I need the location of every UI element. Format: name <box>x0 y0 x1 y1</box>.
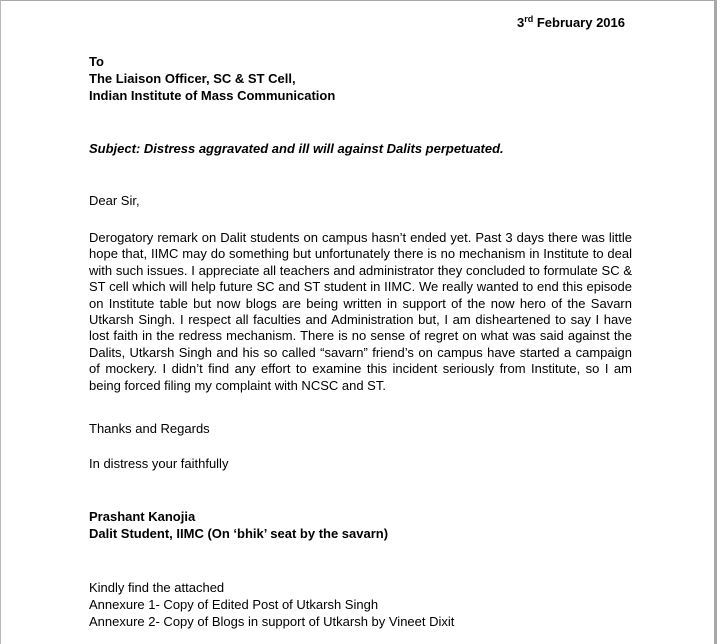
date-suffix: rd <box>524 14 534 24</box>
signer-name: Prashant Kanojia <box>89 509 196 524</box>
recipient-address <box>89 53 632 104</box>
date-day: 3 <box>516 15 525 30</box>
letter-body: Derogatory remark on Dalit students on campus hasn’t ended yet. Past 3 days there was little hope that, IIMC may do something but unfortunately there is no mechanism in Institute to deal with such issues. I appreciate all teachers and administrator they concluded to formulate SC & ST cell which will help future SC and ST student in IIMC. We really wanted to end this episode on Institute table but now blogs are being written in support of the now hero of the Savarn Utkarsh Singh. I respect all faculties and Administration but, I am disheartened to say I have lost faith in the redress mechanism. There is no sense of regret on what was said against the Dalits, Utkarsh Singh and his so called “savarn” friend’s on campus have started a campaign of mockery. I didn’t find any effort to examine this incident seriously from Institute, so I am being forced filing my complaint with NCSC and ST. <box>89 230 632 393</box>
salutation: Dear Sir, <box>89 193 140 208</box>
recipient-title: The Liaison Officer, SC & ST Cell, <box>89 71 296 86</box>
closing-line: In distress your faithfully <box>89 456 229 471</box>
recipient-org: Indian Institute of Mass Communication <box>89 88 336 103</box>
attachment-item: Annexure 1- Copy of Edited Post of Utkarsh Singh <box>89 597 379 612</box>
date-rest: February 2016 <box>533 15 625 30</box>
attachments-block <box>89 579 632 630</box>
signature-block <box>89 508 632 542</box>
attachment-item: Annexure 2- Copy of Blogs in support of Utkarsh by Vineet Dixit <box>89 614 455 629</box>
signer-title: Dalit Student, IIMC (On ‘bhik’ seat by the savarn) <box>89 526 389 541</box>
thanks-line: Thanks and Regards <box>89 421 210 436</box>
to-label: To <box>89 54 104 69</box>
attachments-intro: Kindly find the attached <box>89 580 225 595</box>
letter-date <box>517 15 625 30</box>
subject-line: Subject: Distress aggravated and ill will against Dalits perpetuated. <box>89 141 504 156</box>
